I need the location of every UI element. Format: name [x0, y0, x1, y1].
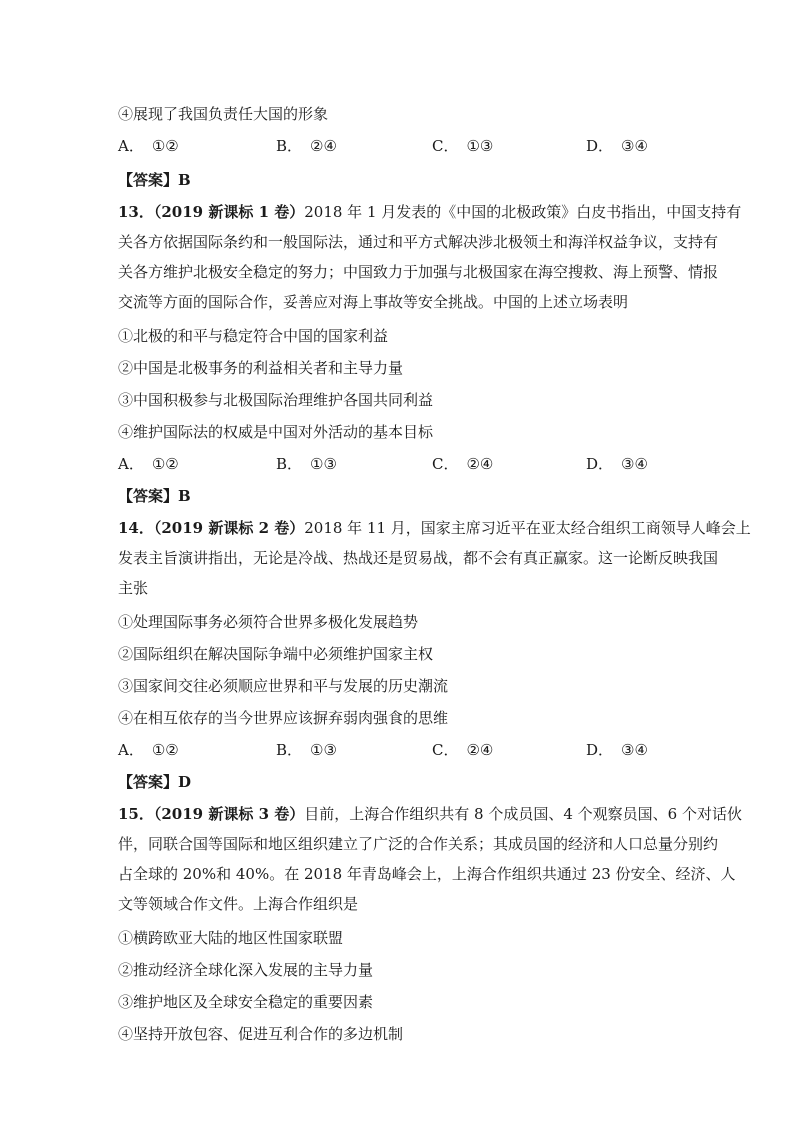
q14-stem-line-2: 发表主旨演讲指出，无论是冷战、热战还是贸易战，都不会有真正赢家。这一论断反映我国	[118, 549, 719, 567]
q13-option-c[interactable]	[432, 454, 493, 474]
option-letter: B．	[276, 455, 303, 473]
q14-item-1: ①处理国际事务必须符合世界多极化发展趋势	[118, 613, 419, 631]
q15-item-4: ④坚持开放包容、促进互利合作的多边机制	[118, 1025, 404, 1043]
option-text: ①②	[151, 137, 179, 155]
option-letter: D．	[586, 741, 614, 759]
q13-answer: 【答案】B	[118, 487, 191, 505]
q15-stem-line-3: 占全球的 20%和 40%。在 2018 年青岛峰会上，上海合作组织共通过 23 份安全、经济、人	[118, 865, 736, 883]
q13-stem-line-3: 关各方维护北极安全稳定的努力；中国致力于加强与北极国家在海空搜救、海上预警、情报	[118, 263, 719, 281]
q13-item-3: ③中国积极参与北极国际治理维护各国共同利益	[118, 391, 434, 409]
q15-stem-line-2: 伴，同联合国等国际和地区组织建立了广泛的合作关系；其成员国的经济和人口总量分别约	[118, 835, 719, 853]
q13-item-1: ①北极的和平与稳定符合中国的国家利益	[118, 327, 389, 345]
q14-option-d[interactable]	[586, 740, 648, 760]
q12-option-d[interactable]	[586, 136, 648, 156]
q14-item-4: ④在相互依存的当今世界应该摒弃弱肉强食的思维	[118, 709, 449, 727]
option-text: ②④	[310, 137, 337, 155]
option-text: ①③	[466, 137, 494, 155]
option-letter: D．	[586, 137, 614, 155]
option-text: ③④	[621, 741, 648, 759]
option-letter: C．	[432, 741, 459, 759]
option-text: ①③	[310, 741, 337, 759]
question-number: 13．（2019 新课标 1 卷）	[118, 203, 305, 221]
q13-option-b[interactable]	[276, 454, 337, 474]
q15-item-2: ②推动经济全球化深入发展的主导力量	[118, 961, 374, 979]
question-number: 15．（2019 新课标 3 卷）	[118, 805, 305, 823]
question-text: 2018 年 11 月，国家主席习近平在亚太经合组织工商领导人峰会上	[304, 519, 751, 537]
option-letter: A．	[118, 741, 144, 759]
q14-item-2: ②国际组织在解决国际争端中必须维护国家主权	[118, 645, 434, 663]
q13-option-a[interactable]	[118, 454, 179, 474]
q15-stem-line-4: 文等领域合作文件。上海合作组织是	[118, 895, 359, 913]
option-text: ③④	[621, 137, 648, 155]
q13-stem-line-2: 关各方依据国际条约和一般国际法，通过和平方式解决涉北极领土和海洋权益争议，支持有	[118, 233, 719, 251]
option-letter: B．	[276, 137, 303, 155]
q14-item-3: ③国家间交往必须顺应世界和平与发展的历史潮流	[118, 677, 449, 695]
option-letter: C．	[432, 455, 459, 473]
q15-item-1: ①横跨欧亚大陆的地区性国家联盟	[118, 929, 344, 947]
option-letter: B．	[276, 741, 303, 759]
q12-option-b[interactable]	[276, 136, 337, 156]
question-number: 14．（2019 新课标 2 卷）	[118, 519, 305, 537]
option-text: ③④	[621, 455, 648, 473]
q14-stem-line-1	[118, 518, 751, 538]
q13-stem-line-4: 交流等方面的国际合作，妥善应对海上事故等安全挑战。中国的上述立场表明	[118, 293, 629, 311]
q12-item-4: ④展现了我国负责任大国的形象	[118, 105, 329, 123]
q12-option-a[interactable]	[118, 136, 179, 156]
q13-item-4: ④维护国际法的权威是中国对外活动的基本目标	[118, 423, 434, 441]
q12-option-c[interactable]	[432, 136, 493, 156]
option-letter: D．	[586, 455, 614, 473]
q14-option-c[interactable]	[432, 740, 493, 760]
q13-item-2: ②中国是北极事务的利益相关者和主导力量	[118, 359, 404, 377]
q14-option-b[interactable]	[276, 740, 337, 760]
q14-answer: 【答案】D	[118, 773, 192, 791]
q12-answer: 【答案】B	[118, 171, 191, 189]
option-text: ①②	[151, 741, 179, 759]
q15-stem-line-1	[118, 804, 742, 824]
option-text: ②④	[466, 455, 494, 473]
option-text: ②④	[466, 741, 494, 759]
q13-stem-line-1	[118, 202, 741, 222]
q13-option-d[interactable]	[586, 454, 648, 474]
q14-stem-line-3: 主张	[118, 579, 149, 597]
option-letter: C．	[432, 137, 459, 155]
q15-item-3: ③维护地区及全球安全稳定的重要因素	[118, 993, 374, 1011]
question-text: 2018 年 1 月发表的《中国的北极政策》白皮书指出，中国支持有	[304, 203, 742, 221]
option-letter: A．	[118, 137, 144, 155]
option-text: ①②	[151, 455, 179, 473]
option-letter: A．	[118, 455, 144, 473]
option-text: ①③	[310, 455, 337, 473]
q14-option-a[interactable]	[118, 740, 179, 760]
question-text: 目前，上海合作组织共有 8 个成员国、4 个观察员国、6 个对话伙	[304, 805, 742, 823]
